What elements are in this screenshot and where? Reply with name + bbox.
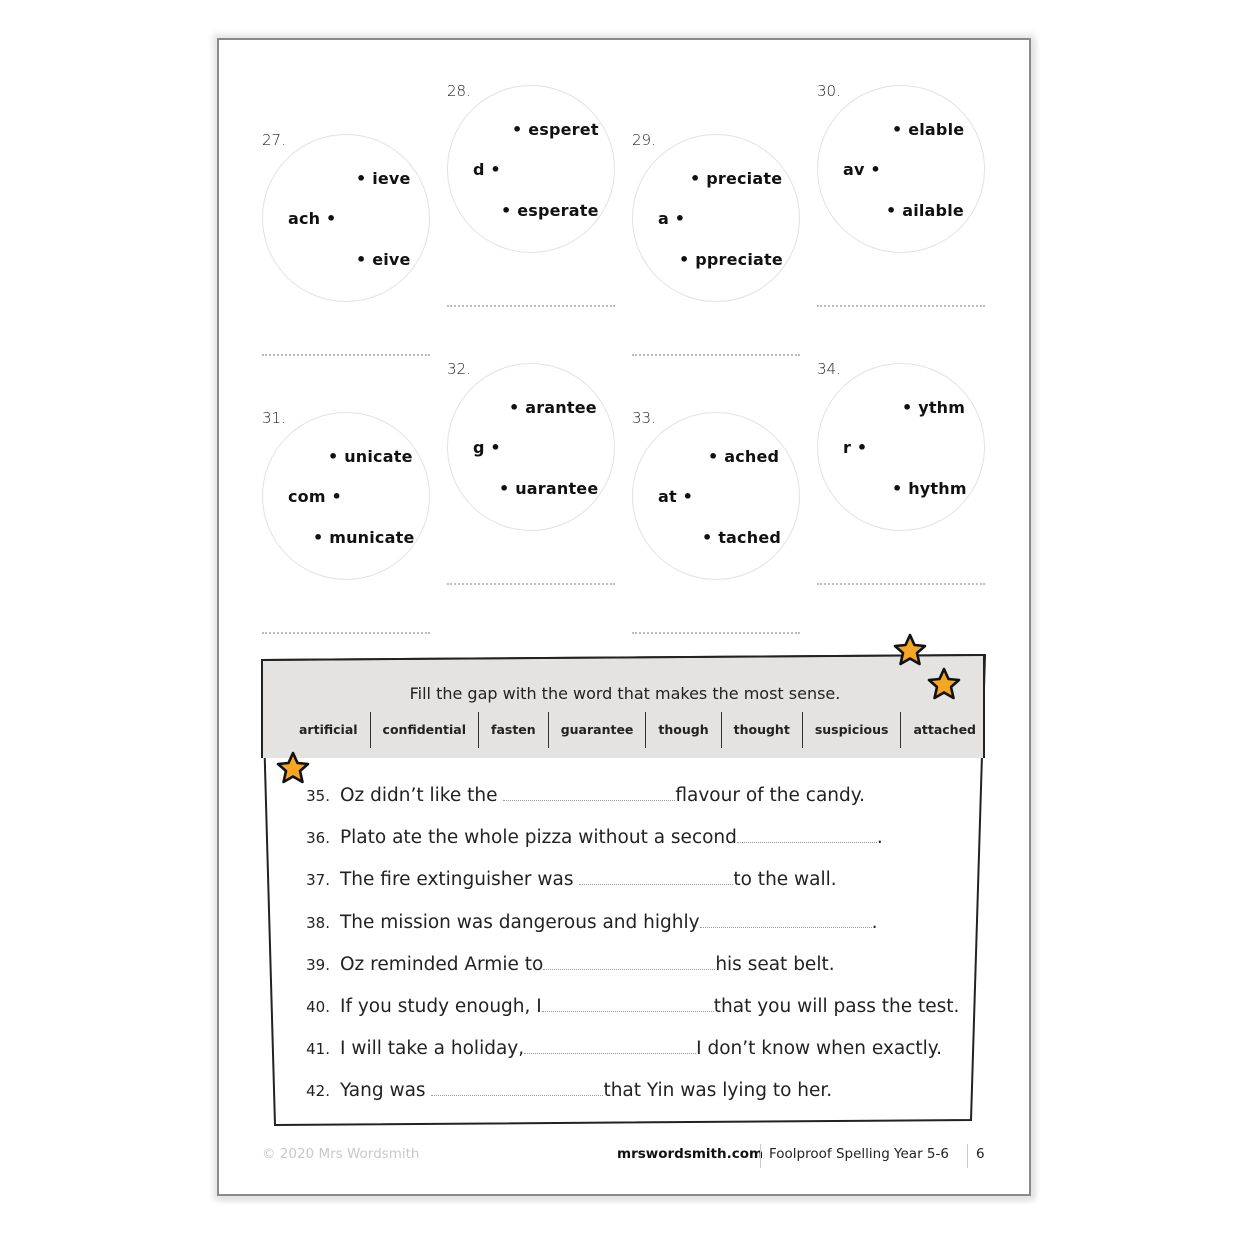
word-bank <box>287 712 988 748</box>
item-number: 30. <box>817 82 841 100</box>
ending-option-top[interactable]: • ythm <box>902 398 966 417</box>
word-stem[interactable]: r • <box>843 438 868 457</box>
ending-option-bottom[interactable]: • tached <box>702 528 782 547</box>
item-number: 28. <box>447 82 471 100</box>
answer-line[interactable] <box>632 632 800 634</box>
star-icon <box>275 750 311 786</box>
sentence-row <box>296 824 883 848</box>
sentence-row <box>296 1035 942 1059</box>
sentence-number: 41. <box>306 1040 330 1059</box>
ending-option-bottom[interactable]: • esperate <box>501 201 599 220</box>
sentence-row <box>296 951 835 975</box>
ending-option-bottom[interactable]: • eive <box>356 250 411 269</box>
sentence-start: The mission was dangerous and highly <box>340 911 700 933</box>
sentence-start: Yang was <box>340 1080 432 1102</box>
answer-gap[interactable] <box>737 824 877 843</box>
footer-divider <box>760 1144 761 1168</box>
answer-line[interactable] <box>632 354 800 356</box>
ending-option-bottom[interactable]: • ailable <box>886 201 964 220</box>
item-number: 33. <box>632 409 656 427</box>
sentence-start: If you study enough, I <box>340 996 542 1017</box>
sentence-row <box>296 866 837 890</box>
answer-gap[interactable] <box>579 866 733 885</box>
sentence-end: . <box>876 827 883 849</box>
word-stem[interactable]: com • <box>288 487 342 506</box>
ending-option-top[interactable]: • ached <box>708 447 780 466</box>
item-number: 29. <box>632 131 656 149</box>
sentence-number: 39. <box>306 955 330 974</box>
answer-line[interactable] <box>262 354 430 356</box>
word-bank-item: artificial <box>287 712 371 748</box>
copyright: © 2020 Mrs Wordsmith <box>262 1146 420 1162</box>
book-title: Foolproof Spelling Year 5-6 <box>769 1146 949 1162</box>
ending-option-top[interactable]: • elable <box>892 120 965 139</box>
sentence-end: his seat belt. <box>715 953 835 975</box>
word-bank-item: guarantee <box>549 712 647 748</box>
word-bank-item: confidential <box>371 712 479 748</box>
sentence-row <box>296 1077 832 1101</box>
word-bank-item: thought <box>722 712 803 748</box>
item-number: 34. <box>817 360 841 378</box>
answer-line[interactable] <box>447 583 615 585</box>
ending-option-bottom[interactable]: • hythm <box>892 479 967 498</box>
ending-option-top[interactable]: • esperet <box>512 120 599 139</box>
sentence-start: Plato ate the whole pizza without a second <box>340 827 737 849</box>
sentence-end: . <box>871 911 878 933</box>
item-number: 27. <box>262 131 286 149</box>
item-number: 31. <box>262 409 286 427</box>
sentence-end: that Yin was lying to her. <box>603 1080 833 1102</box>
page-number: 6 <box>976 1146 985 1162</box>
word-bank-item: fasten <box>479 712 549 748</box>
sentence-row <box>296 782 865 806</box>
answer-line[interactable] <box>447 305 615 307</box>
answer-gap[interactable] <box>542 993 714 1012</box>
answer-line[interactable] <box>817 583 985 585</box>
sentence-number: 42. <box>306 1082 330 1101</box>
sentence-end: flavour of the candy. <box>675 785 865 806</box>
word-bank-item: suspicious <box>803 712 902 748</box>
word-stem[interactable]: av • <box>843 160 881 179</box>
answer-line[interactable] <box>817 305 985 307</box>
answer-gap[interactable] <box>543 951 715 970</box>
sentence-start: The fire extinguisher was <box>340 869 580 891</box>
word-stem[interactable]: at • <box>658 487 694 506</box>
sentence-number: 36. <box>306 829 330 848</box>
star-icon <box>926 666 962 702</box>
ending-option-top[interactable]: • unicate <box>328 447 413 466</box>
word-stem[interactable]: d • <box>473 160 501 179</box>
answer-gap[interactable] <box>503 782 675 801</box>
item-number: 32. <box>447 360 471 378</box>
sentence-start: Oz didn’t like the <box>340 785 504 806</box>
instruction-text: Fill the gap with the word that makes the most sense. <box>409 684 841 703</box>
word-stem[interactable]: a • <box>658 209 686 228</box>
sentence-number: 37. <box>306 871 330 890</box>
sentence-number: 40. <box>306 998 330 1016</box>
sentence-number: 38. <box>306 913 330 932</box>
sentence-start: Oz reminded Armie to <box>340 953 544 975</box>
sentence-row <box>296 993 959 1017</box>
answer-gap[interactable] <box>524 1035 696 1054</box>
ending-option-bottom[interactable]: • uarantee <box>499 479 599 498</box>
star-icon <box>892 632 928 668</box>
answer-line[interactable] <box>262 632 430 634</box>
sentence-number: 35. <box>306 787 330 805</box>
sentence-end: I don’t know when exactly. <box>696 1038 942 1060</box>
ending-option-top[interactable]: • arantee <box>509 398 597 417</box>
ending-option-bottom[interactable]: • ppreciate <box>679 250 783 269</box>
sentence-end: to the wall. <box>733 869 837 891</box>
word-bank-item: though <box>646 712 721 748</box>
sentence-row <box>296 909 877 933</box>
footer-divider <box>967 1144 968 1168</box>
answer-gap[interactable] <box>431 1077 603 1096</box>
ending-option-top[interactable]: • ieve <box>356 169 411 188</box>
word-stem[interactable]: g • <box>473 438 501 457</box>
sentence-start: I will take a holiday, <box>340 1038 525 1060</box>
ending-option-top[interactable]: • preciate <box>690 169 783 188</box>
website-link[interactable]: mrswordsmith.com <box>617 1146 764 1162</box>
sentence-end: that you will pass the test. <box>713 996 960 1017</box>
word-stem[interactable]: ach • <box>288 209 337 228</box>
answer-gap[interactable] <box>700 909 872 928</box>
word-bank-item: attached <box>913 722 977 737</box>
ending-option-bottom[interactable]: • municate <box>313 528 415 547</box>
